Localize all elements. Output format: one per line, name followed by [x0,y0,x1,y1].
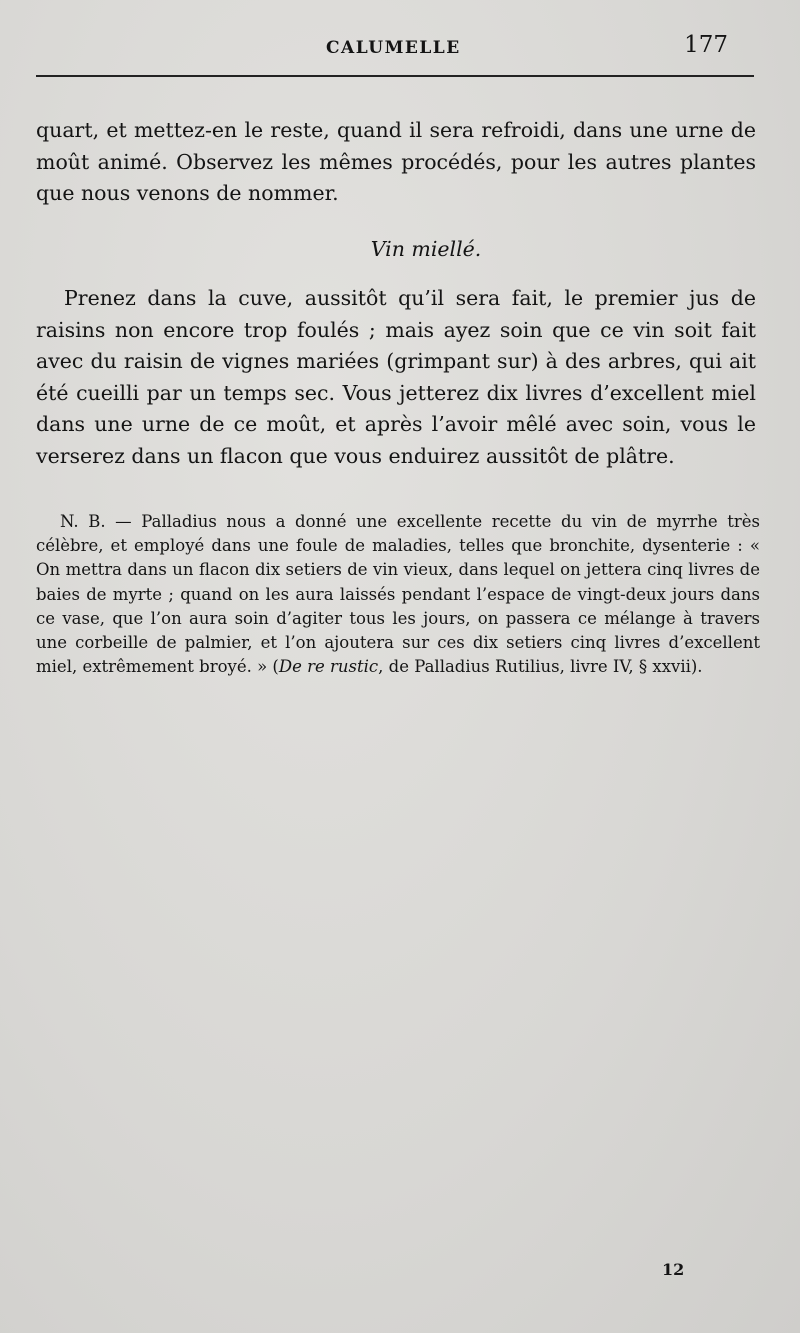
page-number: 177 [684,32,728,58]
footnote-citation-title: De re rustic [278,657,379,677]
running-title: CALUMELLE [326,38,461,58]
continuation-paragraph: quart, et mettez-en le reste, quand il sera refroidi, dans une urne de moût animé. Observez les mêmes procédés, pour les autres plantes que nous venons de nommer. [36,118,756,205]
signature-mark: 12 [662,1260,685,1279]
footnote-paragraph [36,510,760,679]
section-heading: Vin miellé. [370,236,482,261]
footnote [36,510,760,679]
footnote-text-end: , de Palladius Rutilius, livre IV, § xxvii). [378,657,703,677]
recipe-paragraph: Prenez dans la cuve, aussitôt qu’il sera fait, le premier jus de raisins non encore trop foulés ; mais ayez soin que ce vin soit fait avec du raisin de vignes mariées (grimpant sur) à des arbres, qui ait été cueilli par un temps sec. Vous jetterez dix livres d’excellent miel dans une urne de ce moût, et après l’avoir mêlé avec soin, vous le verserez dans un flacon que vous enduirez aussitôt de plâtre. [36,286,756,468]
page-header [36,30,754,74]
main-text [36,115,756,472]
footnote-text: N. B. — Palladius nous a donné une excellente recette du vin de myrrhe très célèbre, et employé dans une foule de maladies, telles que bronchite, dysenterie : « On mettra dans un flacon dix setiers de vin vieux, dans lequel on jettera cinq livres de baies de myrte ; quand on les aura laissés pendant l’espace de vingt-deux jours dans ce vase, que l’on aura soin d’agiter tous les jours, on passera ce mélange à travers une corbeille de palmier, et l’on ajoutera sur ces dix setiers cinq livres d’excellent miel, extrêmement broyé. » ( [36,512,760,677]
header-rule [36,75,754,77]
